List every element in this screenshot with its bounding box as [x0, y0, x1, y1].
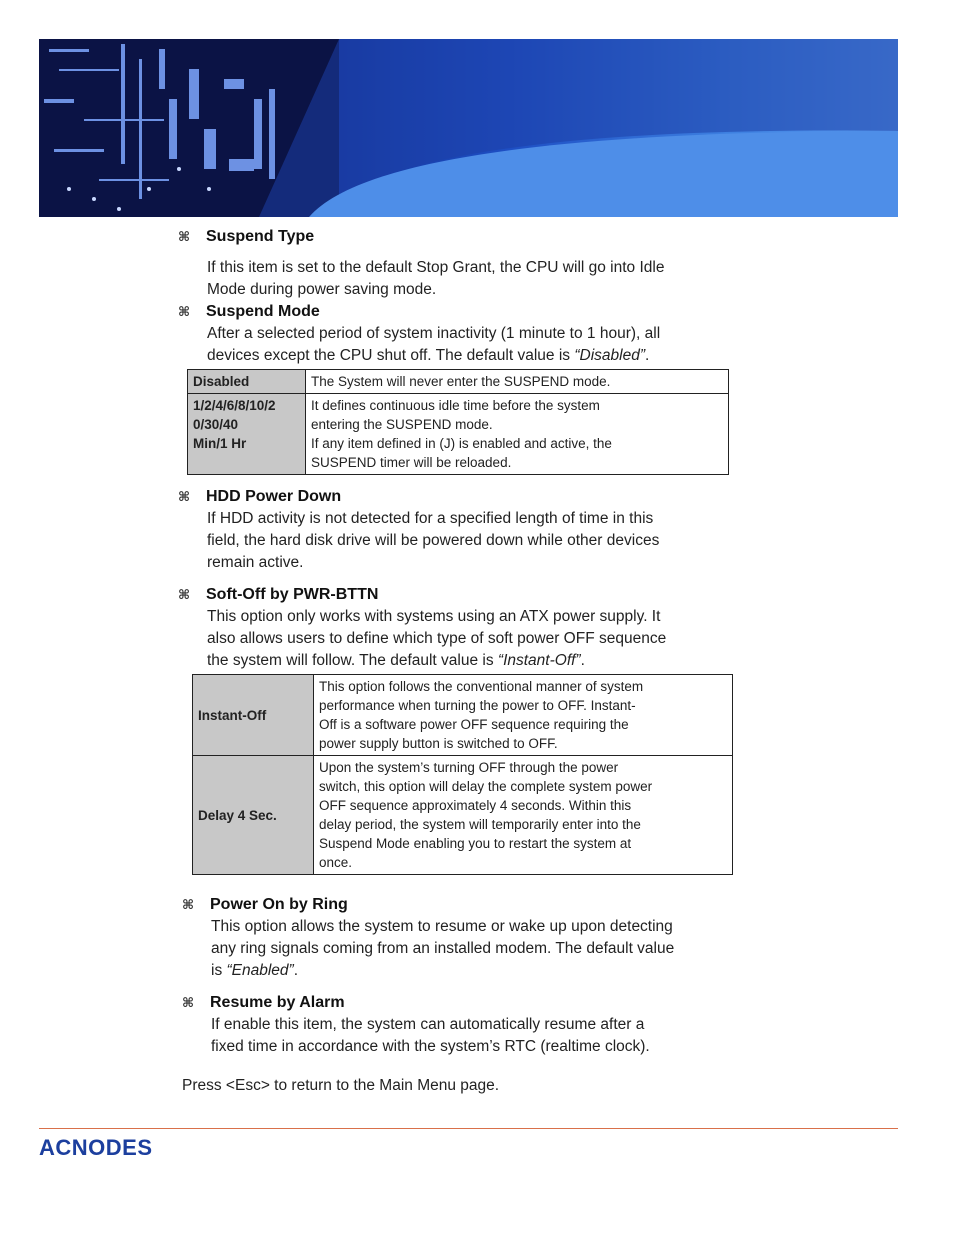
option-key: Disabled: [188, 370, 306, 394]
section-power-on-by-ring: [182, 894, 782, 982]
table-row: [193, 756, 733, 875]
section-resume-by-alarm: [182, 992, 782, 1058]
section-title: Suspend Mode: [206, 303, 320, 320]
soft-off-table: [192, 674, 733, 875]
bullet-icon: ⌘: [182, 995, 195, 1011]
table-row: [193, 675, 733, 756]
acnodes-logo: [39, 1133, 199, 1159]
option-desc: The System will never enter the SUSPEND mode.: [306, 370, 729, 394]
footer-divider: [39, 1128, 898, 1129]
section-body: If this item is set to the default Stop Grant, the CPU will go into Idle Mode during power saving mode.: [207, 259, 665, 298]
section-body: If enable this item, the system can automatically resume after a fixed time in accordance with the system’s RTC (realtime clock).: [211, 1016, 650, 1055]
option-desc: This option follows the conventional manner of system performance when turning the power to OFF. Instant- Off is a software power OFF sequence requiring the power supply button is switched to OFF.: [314, 675, 733, 756]
table-row: [188, 394, 729, 475]
section-body: This option allows the system to resume or wake up upon detecting any ring signals coming from an installed modem. The default value is “Enabled”.: [211, 918, 675, 979]
section-body: After a selected period of system inactivity (1 minute to 1 hour), all devices except the CPU shut off. The default value is “Disabled”.: [207, 325, 661, 364]
section-body: This option only works with systems using an ATX power supply. It also allows users to define which type of soft power OFF sequence the system will follow. The default value is “Instant-Off”.: [207, 608, 667, 669]
section-suspend-type: [178, 226, 768, 301]
section-title: Suspend Type: [206, 228, 315, 245]
section-hdd-power-down: [178, 486, 768, 574]
press-esc-instruction: Press <Esc> to return to the Main Menu page.: [182, 1077, 500, 1094]
section-title: Resume by Alarm: [210, 994, 345, 1011]
bullet-icon: ⌘: [178, 229, 191, 245]
option-desc: Upon the system’s turning OFF through the power switch, this option will delay the complete system power OFF sequence approximately 4 seconds. Within this delay period, the system will temporarily enter into the Suspend Mode enabling you to restart the system at once.: [314, 756, 733, 875]
section-title: HDD Power Down: [206, 488, 342, 505]
table-row: [188, 370, 729, 394]
section-title: Power On by Ring: [210, 896, 348, 913]
section-body: If HDD activity is not detected for a specified length of time in this field, the hard disk drive will be powered down while other devices remain active.: [207, 510, 660, 571]
bullet-icon: ⌘: [182, 897, 195, 913]
circuit-board-image: [39, 39, 898, 217]
option-desc: It defines continuous idle time before the system entering the SUSPEND mode. If any item defined in (J) is enabled and active, the SUSPEND timer will be reloaded.: [306, 394, 729, 475]
section-title: Soft-Off by PWR-BTTN: [206, 586, 379, 603]
section-soft-off: [178, 584, 778, 672]
option-key: 1/2/4/6/8/10/2 0/30/40 Min/1 Hr: [188, 394, 306, 475]
bullet-icon: ⌘: [178, 587, 191, 603]
section-suspend-mode: [178, 301, 768, 367]
option-key: Instant-Off: [193, 675, 314, 756]
bullet-icon: ⌘: [178, 489, 191, 505]
suspend-mode-table: [187, 369, 729, 475]
bullet-icon: ⌘: [178, 304, 191, 320]
header-banner: [39, 39, 898, 217]
option-key: Delay 4 Sec.: [193, 756, 314, 875]
svg-text:ACNODES: ACNODES: [39, 1135, 153, 1159]
